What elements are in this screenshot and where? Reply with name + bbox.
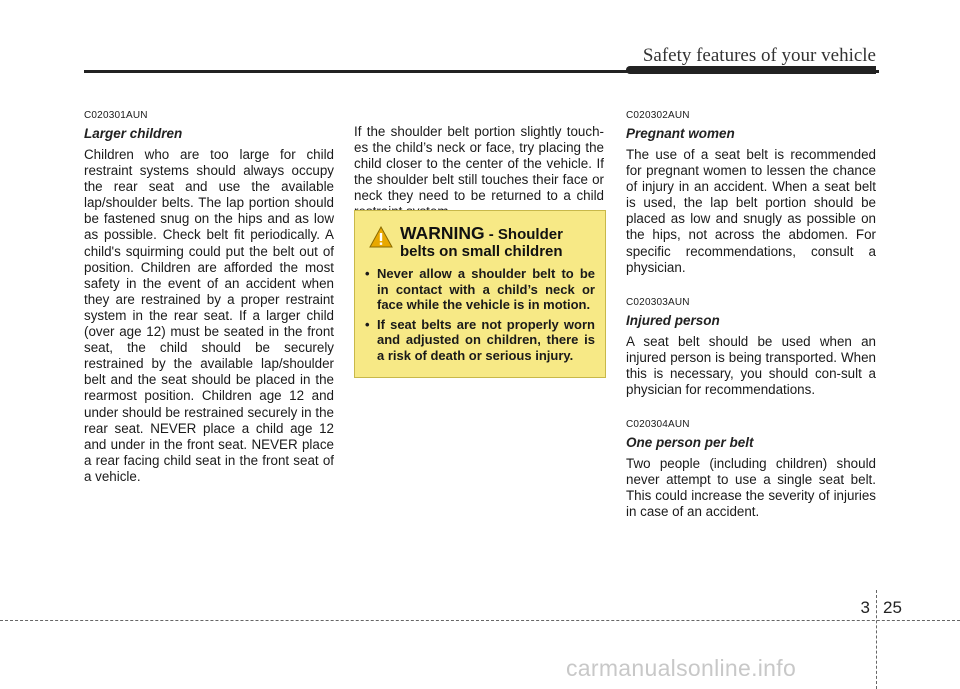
- warning-box: [354, 210, 606, 378]
- section-heading: Injured person: [626, 312, 720, 328]
- section-heading: Pregnant women: [626, 126, 735, 141]
- section-body: A seat belt should be used when an injured person is being transported. When this is necessary, you should con-sult a physician for recommendations.: [626, 333, 876, 398]
- section-body: The use of a seat belt is recommended for pregnant women to lessen the chance of injury in an accident. When a seat belt is used, the lap belt portion should be placed as low and snugly as possible on the hips, not across the abdomen. For specific recommendations, consult a physician.: [626, 147, 876, 275]
- footer-rule: [0, 620, 960, 621]
- column-right: [626, 110, 876, 542]
- section-larger-children: [84, 110, 334, 485]
- warning-label: WARNING: [400, 223, 485, 243]
- section-body-continued: If the shoulder belt portion slightly touch-es the child’s neck or face, try placing the child closer to the center of the vehicle. If the shoulder belt still touches their face or neck they need to be returned to a child: [354, 124, 604, 204]
- watermark: carmanualsonline.info: [566, 655, 797, 681]
- column-left: [84, 110, 334, 506]
- footer-divider: [876, 590, 877, 689]
- warning-item: • If seat belts are not properly worn and adjusted on children, there is a risk of death or serious injury.: [365, 317, 595, 364]
- warning-title-row: [365, 225, 595, 260]
- warning-item: • Never allow a shoulder belt to be in contact with a child’s neck or face while the vehicle is in motion.: [365, 266, 595, 313]
- section-body: Two people (including children) should never attempt to use a single seat belt. This could increase the severity of injuries in case of an accident.: [626, 456, 876, 520]
- page-header-title: Safety features of your vehicle: [642, 45, 876, 66]
- header-rule-accent: [626, 66, 876, 74]
- warning-title-text: - Shoulder belts on small children: [400, 226, 563, 260]
- warning-title: [400, 225, 595, 260]
- warning-list: [365, 266, 595, 363]
- section-heading: One person per belt: [626, 435, 754, 451]
- section-one-person-per-belt: [626, 419, 876, 520]
- section-code: C020303AUN: [626, 296, 690, 308]
- column-middle: [354, 124, 604, 221]
- page-number: 25: [883, 598, 902, 617]
- section-heading: Larger children: [84, 126, 183, 141]
- section-code: C020304AUN: [626, 419, 690, 431]
- section-code: C020301AUN: [84, 110, 148, 121]
- section-injured-person: [626, 297, 876, 398]
- section-code: C020302AUN: [626, 110, 690, 121]
- section-body: Children who are too large for child restraint systems should always occupy the rear seat and use the available lap/shoulder belts. The lap portion should be fastened snug on the hips and as low as possible. Check belt fit periodically. A child's squirming could put the belt out of position. Children are afforded the most safety in the event of an accident when they are restrained by a proper restraint system in the rear seat. If a larger child (over age 12) must be seated in the front seat, the child should be securely restrained by the available lap/shoulder belt and the seat should be placed in the rearmost position. Children age 12 and under should be restrained securely in the rear seat. NEVER place a child age 12 and under in the front seat. NEVER place a rear facing child seat in the front seat of a vehicle.: [84, 147, 334, 484]
- chapter-number: 3: [860, 598, 870, 617]
- warning-triangle-icon: [369, 226, 393, 248]
- section-pregnant-women: [626, 110, 876, 276]
